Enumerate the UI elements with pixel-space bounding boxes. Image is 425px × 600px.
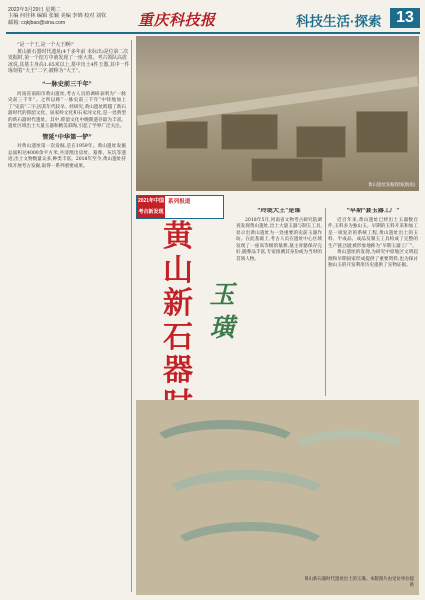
column-divider <box>325 208 326 396</box>
jade-huang-image <box>166 522 334 584</box>
headline-char: 山 <box>163 252 193 288</box>
subhead-king: “玲珑大王”是谁 <box>257 208 301 214</box>
subhead-first-shovel: 管延“中华第一铲” <box>42 133 92 141</box>
newspaper-logo: 重庆科技报 <box>138 11 216 29</box>
paragraph-conclusion: 黄山遗址的发现,为研究中原地区文明起源和早期国家形成提供了重要资料,也为探讨独山玉的开发利用历史提供了实物证据。 <box>328 250 418 268</box>
column-divider <box>131 40 132 592</box>
editors-line: 主编 何佳林 编辑 张颖 美编 李锦 校对 刘钦 <box>8 13 107 20</box>
headline-char: 黄 <box>163 219 193 254</box>
paragraph-jade-factory: 近百年来,黄山遗址已经出土玉器数百件,玉料多为独山玉。早期的玉料开采和加工是一项复杂的系统工程,黄山遗址出土的玉料、半成品、成品及制玉工具构成了完整的生产链,因此被形象地称为“早期玉器工厂”。 <box>328 217 418 249</box>
page-header <box>0 0 425 36</box>
lede-quote: “是一个王,是一个大王啊!” <box>17 42 75 48</box>
photo-pit <box>296 126 346 158</box>
column-left <box>8 78 126 594</box>
lede-text: 黄山新石器时代遗址(4千多年前 未标出)是位第二次发掘时,第一个挖方中就发现了一座大墓。考古领队高震冰说,其墓主身高1.65米以上,墓中出土4件玉器,其中一件琢刻着“大王”二字,被称为“大王”。 <box>8 48 130 75</box>
headline-char: 新 <box>163 286 193 321</box>
photo-pit <box>166 121 208 149</box>
headline-char: 石 <box>163 319 193 355</box>
jade-huang-image <box>146 420 304 478</box>
series-year-tag: 2021年中国考古新发现 <box>137 196 165 218</box>
page-number: 13 <box>390 8 420 28</box>
photo-caption: 黄山遗址发掘现场(航拍) <box>368 182 415 187</box>
artifact-photo <box>136 400 419 595</box>
masthead-meta <box>8 7 118 26</box>
header-rule <box>6 32 420 34</box>
paragraph-first-shovel: 对黄山遗址第一次发掘,是在1959年。黄山遗址发掘总面积达4000余平方米,共清理出房址、墓葬、灰坑等遗迹,出土文物数量众多,种类丰富。2018年至今,黄山遗址持续开展考古发掘,取得一系列重要成果。 <box>8 144 126 169</box>
subhead-prehistory: “一脉史前三千年” <box>42 81 92 88</box>
section-title: 科技生活·探索 <box>296 14 382 29</box>
series-label: 系列报道 <box>168 199 191 205</box>
photo-pit <box>251 158 323 182</box>
paragraph-prehistory: 河南省南阳市黄山遗址,考古人员的调研表明为“一脉史前三千年”。之所以称“一脉史前三千年”中特地加上了“史前”二字,因其年代较早。经研究,黄山遗址跨越了新石器时代的仰韶文化、屈家岭文化和石家河文化,是一处典型的新石器时代遗址。其中,仰韶文化中晚期遗存最为丰富。遗址区域出土大量玉器和精美彩陶,引起了学界广泛关注。 <box>8 91 126 129</box>
photo-pit <box>221 114 278 150</box>
paragraph-king: 2018年5月,河南省文物考古研究院调查发现黄山遗址,出土大量玉器与制玉工具,显示出黄山遗址为一处重要的史前玉器作坊。在此基础上,考古人员在遗址中心区域发现了一座高等级的墓葬,墓主骨骼保存完好,随葬品丰富,专家推测其身份或为当时的首领人物。 <box>236 217 322 262</box>
lede-block <box>8 42 130 75</box>
issue-date: 2022年3月29日 星期二 <box>8 7 61 13</box>
artifact-caption: 黄山新石器时代遗址出土的玉璜。本版图片由受访单位提供 <box>304 577 414 588</box>
subhead-jade-factory: “早期“套玉器工厂” <box>346 208 400 214</box>
jade-huang-image <box>286 430 412 480</box>
email-line: 邮箱: cqkjbao@sina.com <box>8 19 66 26</box>
column-middle <box>236 208 322 378</box>
headline-char: 器 <box>163 353 193 388</box>
excavation-photo <box>136 36 419 191</box>
series-badge <box>136 195 224 219</box>
photo-pit <box>356 111 408 153</box>
side-title: 玉璜 <box>209 280 235 342</box>
column-right <box>328 208 418 378</box>
